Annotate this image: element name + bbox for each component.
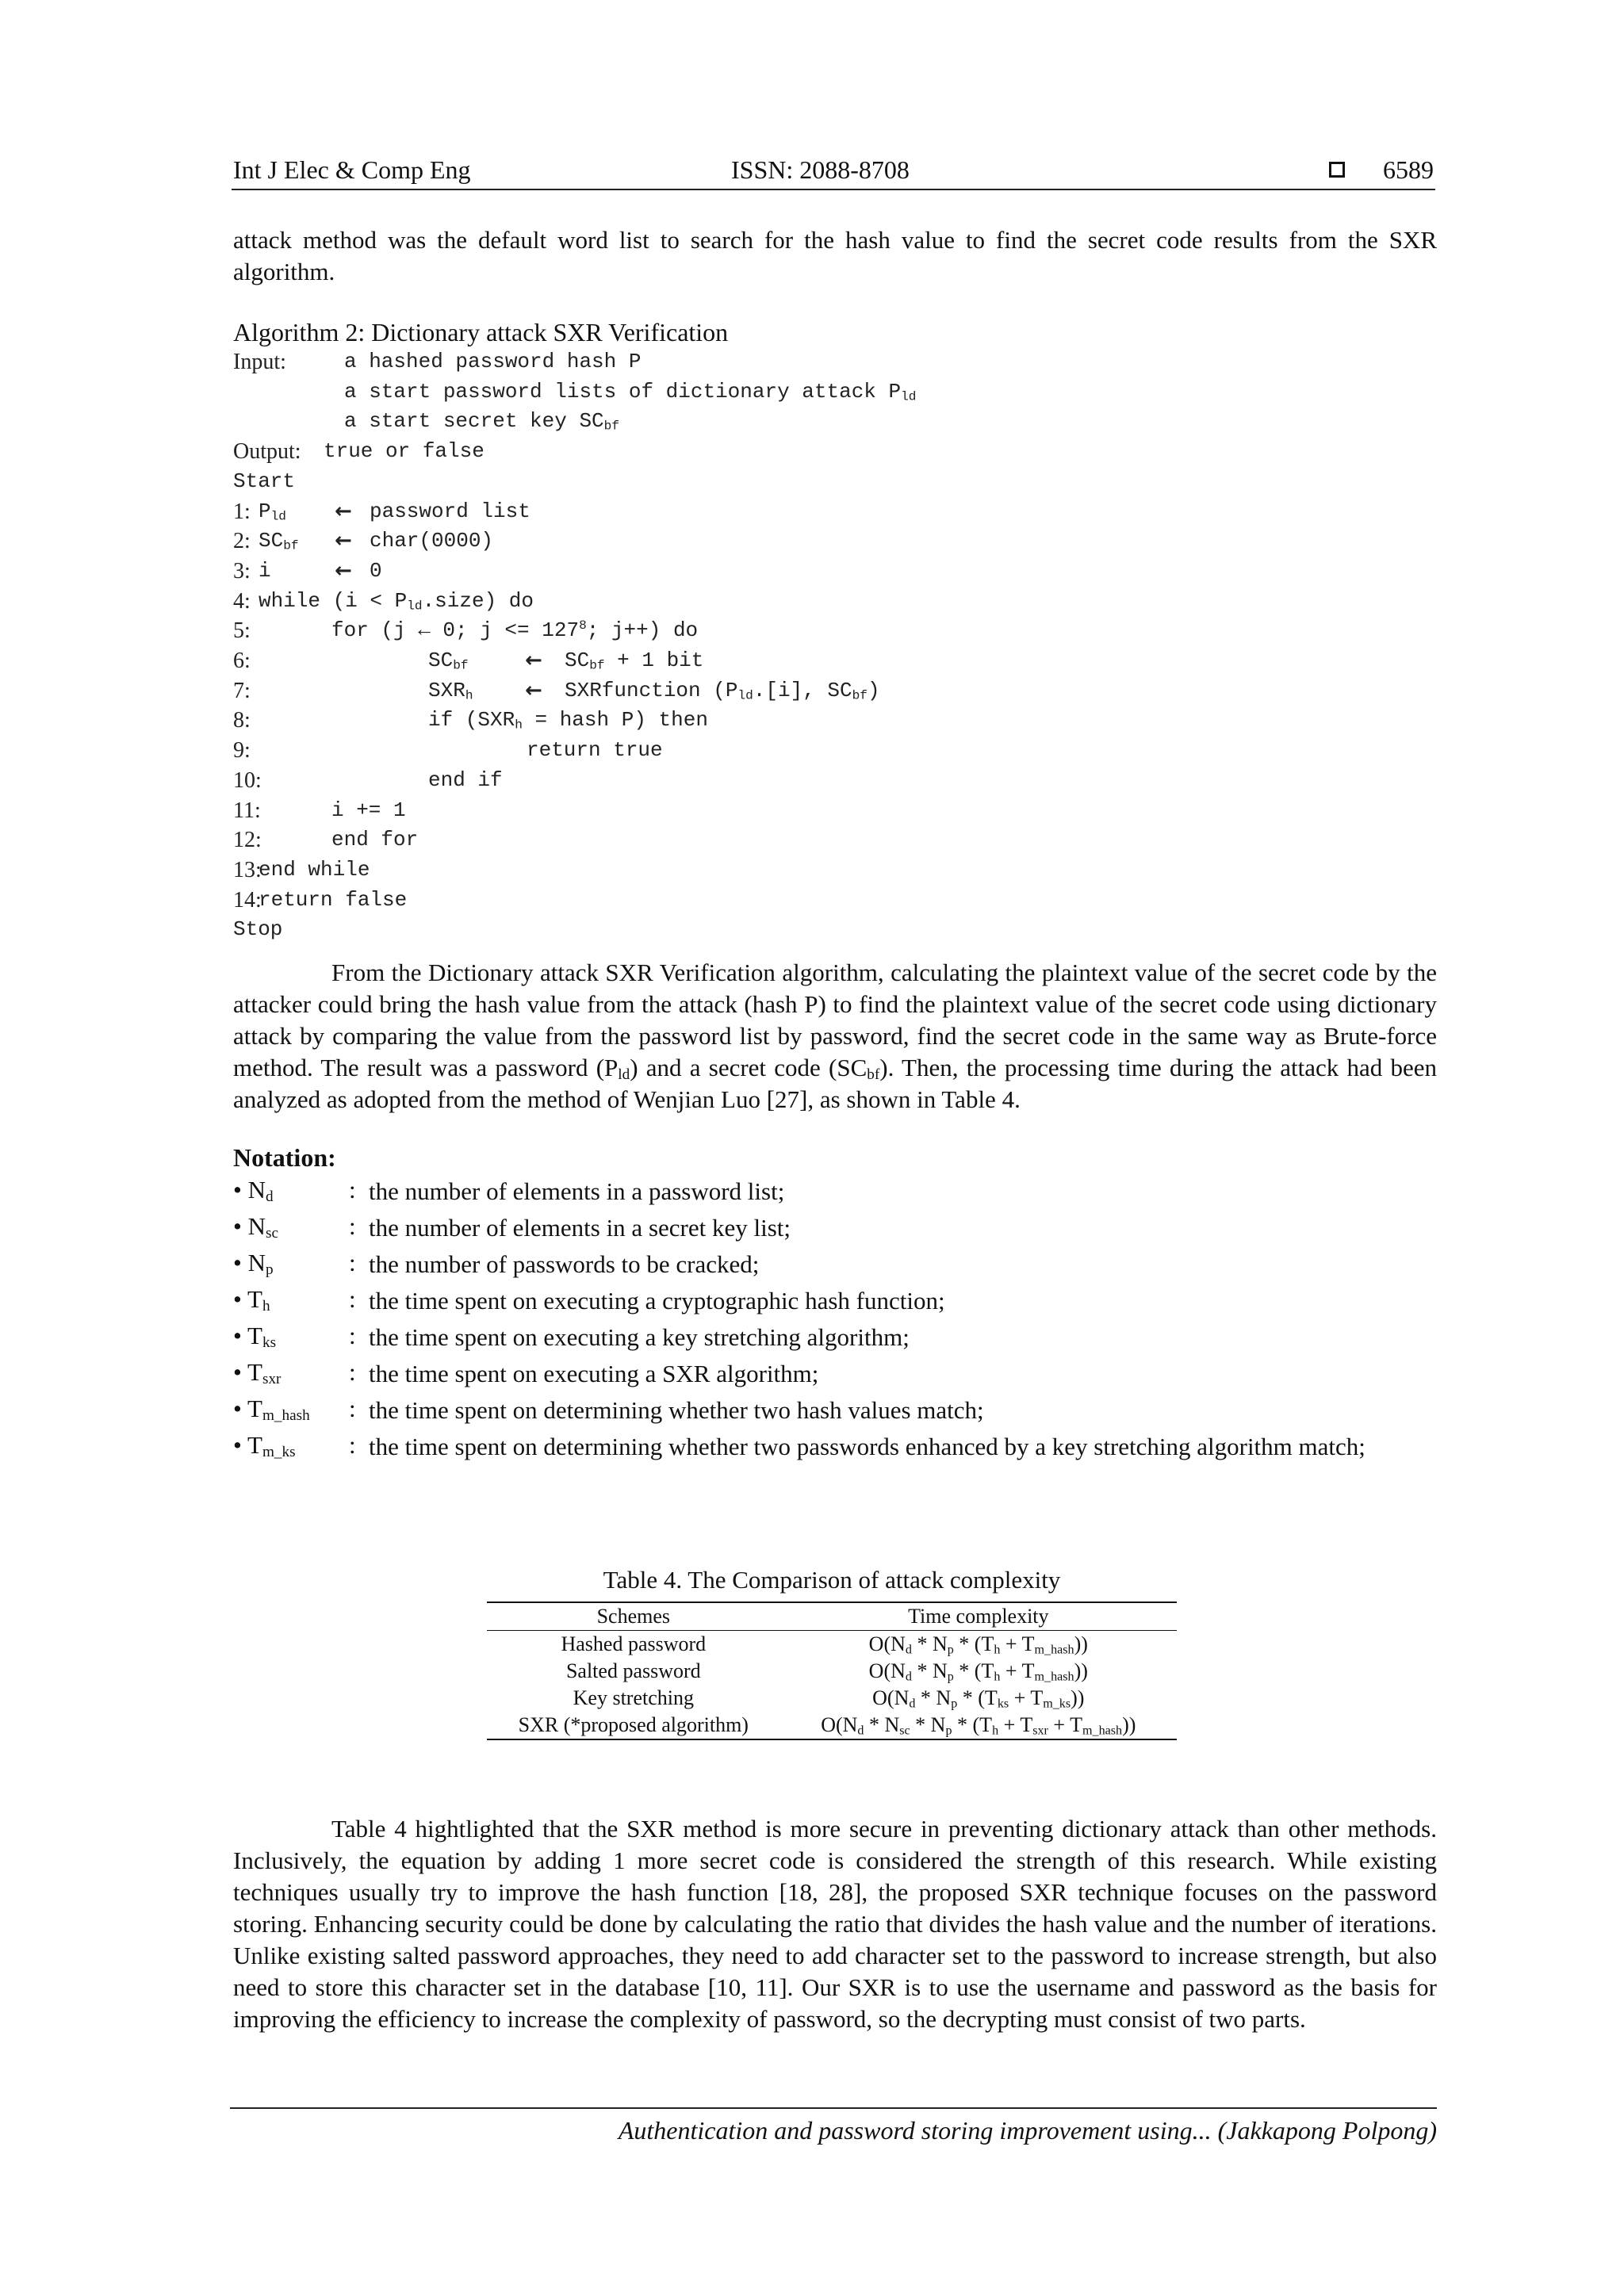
algo-line-9 <box>233 738 663 763</box>
algo-stop <box>233 917 282 941</box>
notation-symbol-sub: m_hash <box>262 1407 310 1425</box>
notation-symbol-sub: p <box>266 1261 274 1279</box>
bullet-icon: • <box>233 1285 248 1313</box>
algo-line-3 <box>233 558 382 584</box>
algo-line-number: 1: <box>233 499 251 524</box>
notation-definition: the time spent on executing a SXR algorithm; <box>369 1360 819 1387</box>
algo-line-body <box>331 798 406 822</box>
table-header-row <box>487 1602 1177 1631</box>
algo-line-12 <box>233 828 419 853</box>
algo-statement: if (SXR <box>428 708 515 733</box>
notation-definition: the number of elements in a password list; <box>369 1177 785 1205</box>
table-cell-complexity: $O(N_d * N_p * (T_h + T_{m\_hash}))$ <box>868 1632 1088 1657</box>
algo-line-number: 12: <box>233 828 262 853</box>
intro-paragraph: attack method was the default word list to search for the hash value to find the secret code results from the SXR algorithm. <box>233 226 1437 285</box>
notation-symbol-letter: N <box>247 1176 266 1203</box>
algo-value-text: SXRfunction (P <box>565 678 738 702</box>
algo-line-14 <box>233 887 408 913</box>
algo-line-body <box>259 858 370 882</box>
notation-symbol-letter: T <box>247 1322 262 1349</box>
algo-line-number: 14: <box>233 887 262 913</box>
algo-start <box>233 469 295 493</box>
algo-line-number: 4: <box>233 588 251 614</box>
table-cell-complexity: $O(N_d * N_p * (T_h + T_{m\_hash}))$ <box>868 1659 1088 1684</box>
algo-line-number: 2: <box>233 529 251 554</box>
paragraph-table4-discussion: Table 4 hightlighted that the SXR method is more secure in preventing dictionary attack than other methods. Inclusively, the equation by adding 1 more secret code is considered the strength of this research. While existing techniques usually try to improve the hash function [18, 28], the proposed SXR technique focuses on the password storing. Enhancing security could be done by calculating the ratio that divides the hash value and the number of iterations. Unlike existing salted password approaches, they need to add character set to the password to increase strength, but also need to store this character set in the database [10, 11]. Our SXR is to use the username and password as the basis for improving the efficiency to increase the complexity of password, so the decrypting must consist of two parts. <box>233 1815 1437 2033</box>
algo-value-text: SC <box>565 649 590 672</box>
para2-part1: From the Dictionary attack SXR Verification algorithm, calculating the plaintext value of the secret code by the attacker could bring the hash value from the attack (hash P) to find the plaintext value of the secret code using dictionary attack by comparing the value from the password list by password, find the secret code in the same way as Brute-force method. The result was a password (P <box>233 959 1437 1081</box>
bullet-icon: • <box>233 1212 248 1240</box>
page-number: 6589 <box>1383 155 1434 184</box>
table-row <box>487 1685 1177 1712</box>
bullet-icon: • <box>233 1322 248 1349</box>
notation-colon: : <box>349 1212 356 1240</box>
algo-line-11 <box>233 798 406 824</box>
notation-symbol <box>233 1249 274 1277</box>
algo-line-body <box>527 738 663 762</box>
algo-variable: $SC_{bf}$ <box>259 529 299 553</box>
notation-symbol-sub: d <box>266 1188 274 1206</box>
algo-statement: i += 1 <box>331 798 406 822</box>
notation-symbol-sub: ks <box>262 1334 277 1352</box>
notation-symbol-letter: T <box>247 1395 262 1422</box>
algo-input-value: a start secret key $SC_{bf}$ <box>344 409 619 434</box>
algo-value-sub: ld <box>737 688 753 703</box>
notation-colon: : <box>349 1431 356 1459</box>
table-row <box>487 1658 1177 1685</box>
algo-line-body <box>259 529 494 553</box>
algo-line-number: 7: <box>233 678 251 703</box>
left-arrow-icon: ← <box>335 558 352 583</box>
algo-line-body <box>259 558 382 583</box>
algo-line-number: 11: <box>233 798 261 823</box>
algo-statement: return false <box>259 887 408 912</box>
notation-title: Notation: <box>233 1143 336 1172</box>
algo-line-6 <box>233 649 704 674</box>
algo-variable: $SXR_h$ <box>428 678 473 703</box>
notation-symbol <box>233 1285 270 1314</box>
table-cell-complexity: $O(N_d * N_{sc} * N_p * (T_h + T_{sxr} + T_{m\_hash}))$ <box>821 1713 1136 1738</box>
algo-value-text: 0 <box>370 558 382 583</box>
table-body <box>487 1631 1177 1740</box>
bullet-icon: • <box>233 1249 248 1276</box>
algo-value-text: password list <box>370 499 530 523</box>
notation-symbol-letter: N <box>247 1212 266 1240</box>
algo-assignment-value <box>565 649 703 672</box>
algo-value-sub: bf <box>852 688 868 703</box>
para2-sub1: ld <box>618 1066 630 1084</box>
algo-output-label: Output: <box>233 439 301 465</box>
para2-part2: ) and a secret code (SC <box>630 1054 868 1081</box>
algo-statement: end if <box>428 767 503 792</box>
algo-variable: i <box>259 558 271 583</box>
algo-statement-sub: h <box>515 718 523 733</box>
algo-value-text: + 1 bit <box>604 649 704 672</box>
algo-statement: .size) do <box>422 588 534 613</box>
square-icon <box>1329 162 1345 182</box>
algo-line-2 <box>233 529 494 554</box>
algo-line-number: 8: <box>233 708 251 733</box>
left-arrow-icon: ← <box>525 678 542 702</box>
algo-statement: ; j++) do <box>586 618 699 643</box>
notation-symbol-sub: sc <box>266 1225 278 1242</box>
journal-name: Int J Elec & Comp Eng <box>233 155 471 184</box>
notation-definition: the time spent on determining whether two hash values match; <box>369 1396 984 1424</box>
algo-line-number: 9: <box>233 738 251 763</box>
algo-input-line <box>233 350 642 375</box>
notation-symbol-letter: N <box>247 1249 266 1276</box>
notation-symbol-sub: sxr <box>262 1371 282 1388</box>
algo-assignment-value <box>370 529 493 553</box>
algo-line-body <box>331 828 418 851</box>
algo-line-7 <box>233 678 880 704</box>
algo-line-body <box>428 649 704 673</box>
table-row <box>487 1712 1177 1739</box>
algorithm-title: Algorithm 2: Dictionary attack SXR Verification <box>233 318 729 346</box>
algo-input-sub: ld <box>901 389 917 404</box>
table-header-time-complexity: Time complexity <box>908 1605 1049 1628</box>
notation-symbol <box>233 1395 310 1423</box>
para2-part3: ). Then, the processing time during the attack had been analyzed as adopted from the method of Wenjian Luo [27], as shown in Table 4. <box>233 1054 1437 1113</box>
algo-line-13 <box>233 857 370 883</box>
table-header-schemes: Schemes <box>596 1605 671 1628</box>
notation-colon: : <box>349 1176 356 1203</box>
bullet-icon: • <box>233 1358 248 1386</box>
notation-definition: the number of elements in a secret key list; <box>369 1214 791 1242</box>
algo-statement: while (i < P <box>259 588 408 613</box>
table-caption: Table 4. The Comparison of attack complexity <box>603 1566 1061 1594</box>
notation-definition: the time spent on executing a cryptographic hash function; <box>369 1287 945 1314</box>
bullet-icon: • <box>233 1431 248 1459</box>
algo-variable: $SC_{bf}$ <box>428 649 469 673</box>
algo-start-text: Start <box>233 469 296 493</box>
algo-line-4 <box>233 588 534 614</box>
notation-definition: the time spent on determining whether two passwords enhanced by a key stretching algorithm match; <box>369 1433 1365 1460</box>
algo-line-body <box>428 708 708 732</box>
algo-variable: $P_{ld}$ <box>259 499 286 524</box>
algo-input-value: a start password lists of dictionary attack $P_{ld}$ <box>344 379 917 404</box>
notation-symbol <box>233 1176 274 1204</box>
algo-output-line <box>233 439 485 465</box>
notation-definition: the time spent on executing a key stretching algorithm; <box>369 1323 910 1351</box>
table-row <box>487 1631 1177 1659</box>
bullet-icon: • <box>233 1395 248 1422</box>
left-arrow-icon: ← <box>335 529 352 553</box>
bullet-icon: • <box>233 1176 248 1203</box>
algo-variable-sub: bf <box>283 538 299 553</box>
algo-input-sub: bf <box>603 419 619 434</box>
algo-statement: end for <box>331 828 419 852</box>
notation-symbol-sub: h <box>262 1298 270 1315</box>
algo-line-number: 3: <box>233 558 251 584</box>
notation-symbol <box>233 1322 276 1350</box>
algo-value-sub: bf <box>589 658 605 673</box>
algo-input-label: Input: <box>233 350 286 374</box>
notation-colon: : <box>349 1249 356 1276</box>
algo-statement: return true <box>527 738 663 763</box>
table-cell-scheme: SXR (*proposed algorithm) <box>518 1713 749 1736</box>
table-cell-complexity: $O(N_d * N_p * (T_{ks} + T_{m\_ks}))$ <box>872 1686 1085 1711</box>
notation-symbol-letter: T <box>247 1285 262 1313</box>
algo-output-value: true or false <box>324 439 485 464</box>
notation-definition: the number of passwords to be cracked; <box>369 1250 760 1278</box>
algo-variable-sub: h <box>465 688 473 703</box>
algo-line-number: 10: <box>233 767 262 793</box>
table-cell-scheme: Key stretching <box>573 1686 694 1709</box>
algo-line-body <box>259 499 530 524</box>
algo-input-value: a hashed password hash P <box>344 350 642 373</box>
footer-rule <box>230 2107 1437 2109</box>
para2-sub2: bf <box>867 1066 880 1084</box>
algo-line-10 <box>233 767 503 794</box>
algo-line-body <box>331 618 698 642</box>
algo-statement: = hash P) then <box>522 708 708 733</box>
table-attack-complexity <box>487 1601 1177 1740</box>
table-cell-scheme: Salted password <box>565 1659 701 1682</box>
notation-symbol-sub: m_ks <box>262 1444 296 1461</box>
algo-variable-sub: ld <box>270 509 286 524</box>
algo-variable-sub: bf <box>453 658 469 673</box>
issn: ISSN: 2088-8708 <box>731 155 910 184</box>
algo-stop-text: Stop <box>233 917 283 942</box>
algo-assignment-value <box>565 679 880 702</box>
algo-value-text: .[i], SC <box>753 678 852 702</box>
notation-symbol-letter: T <box>247 1358 262 1386</box>
algo-line-1 <box>233 499 530 525</box>
algo-line-5 <box>233 618 699 644</box>
algo-value-text: char(0000) <box>370 529 494 553</box>
notation-symbol <box>233 1212 278 1241</box>
left-arrow-icon: ← <box>525 649 542 672</box>
notation-colon: : <box>349 1285 356 1313</box>
notation-symbol-letter: T <box>247 1431 262 1459</box>
algo-line-8 <box>233 708 708 733</box>
algo-line-number: 13: <box>233 857 262 882</box>
header-rule <box>232 189 1435 190</box>
algo-line-number: 5: <box>233 618 251 644</box>
algo-line-body <box>428 768 503 792</box>
algo-statement: end while <box>259 857 370 882</box>
algo-assignment-value <box>370 559 382 583</box>
algo-line-number: 6: <box>233 649 251 673</box>
algo-line-body <box>428 678 880 703</box>
algo-statement: for (j ← 0; j <= 127 <box>331 618 580 643</box>
algo-statement-sup: 8 <box>579 618 587 633</box>
algo-value-text: ) <box>867 678 880 702</box>
left-arrow-icon: ← <box>335 499 352 523</box>
algo-line-body <box>259 589 534 613</box>
table-cell-scheme: Hashed password <box>561 1632 707 1655</box>
algo-statement-sub: ld <box>407 599 423 614</box>
notation-colon: : <box>349 1358 356 1386</box>
notation-colon: : <box>349 1395 356 1422</box>
algo-line-body <box>259 888 407 912</box>
running-footer: Authentication and password storing improvement using... (Jakkapong Polpong) <box>618 2116 1437 2145</box>
paragraph-dictionary-attack <box>233 957 1437 1115</box>
notation-symbol <box>233 1358 281 1387</box>
algo-assignment-value <box>370 499 530 523</box>
notation-symbol <box>233 1431 296 1460</box>
notation-colon: : <box>349 1322 356 1349</box>
